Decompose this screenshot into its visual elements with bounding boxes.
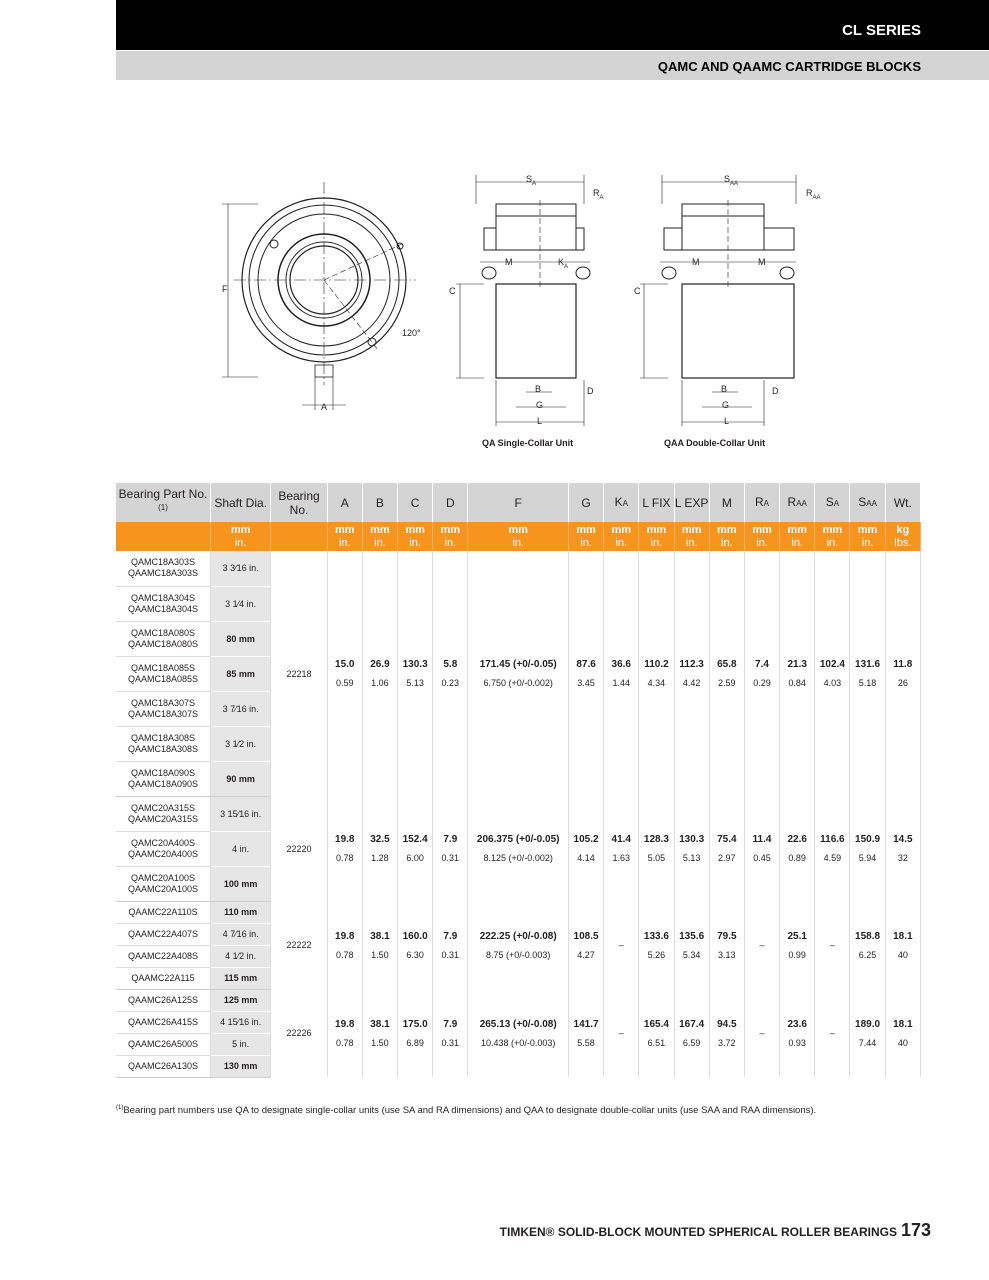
dimension-cell: 18.1 40 [885,901,920,989]
double-m2-label: M [758,257,766,267]
dimension-cell: 105.2 4.14 [568,796,603,901]
shaft-dia-cell: 3 15⁄16 in. [211,796,271,831]
single-r-label: $R_A$ [593,188,604,201]
shaft-dia-cell: 3 1⁄2 in. [211,726,271,761]
shaft-dia-cell: 80 mm [211,621,271,656]
dimension-cell: – [604,989,639,1077]
col-g: G [568,483,603,522]
col-f: F [468,483,569,522]
single-b-label: B [535,384,542,394]
unit-cell: mm in. [327,522,362,551]
dimension-cell: 158.8 6.25 [850,901,885,989]
unit-cell: mm in. [362,522,397,551]
dimension-cell: 36.6 1.44 [604,551,639,796]
shaft-dia-cell: 100 mm [211,866,271,901]
dimension-cell: – [815,989,850,1077]
dimension-cell: 5.8 0.23 [433,551,468,796]
dimension-cell: 75.4 2.97 [709,796,744,901]
shaft-dia-cell: 3 3⁄16 in. [211,551,271,586]
col-raa: RAA [780,483,815,522]
col-a: A [327,483,362,522]
col-m: M [709,483,744,522]
part-number-cell: QAAMC22A407S [116,923,211,945]
shaft-dia-cell: 115 mm [211,967,271,989]
dimension-cell: 41.4 1.63 [604,796,639,901]
unit-cell: mm in. [744,522,779,551]
section-header-bar [116,51,989,80]
footer-title: TIMKEN® SOLID-BLOCK MOUNTED SPHERICAL ROLLER BEARINGS [499,1225,897,1239]
unit-cell: mm in. [639,522,674,551]
dimension-cell: 112.3 4.42 [674,551,709,796]
shaft-dia-cell: 90 mm [211,761,271,796]
page-footer [500,1220,931,1241]
shaft-dia-cell: 110 mm [211,901,271,923]
dimension-cell: 15.0 0.59 [327,551,362,796]
dimension-cell: 133.6 5.26 [639,901,674,989]
part-number-cell: QAMC18A303S QAAMC18A303S [116,551,211,586]
unit-cell: mm in. [211,522,271,551]
double-b-label: B [721,384,728,394]
units-row [116,522,921,551]
spec-table [116,483,921,1078]
shaft-dia-cell: 85 mm [211,656,271,691]
part-number-cell: QAMC18A307S QAAMC18A307S [116,691,211,726]
unit-cell [271,522,327,551]
col-d: D [433,483,468,522]
dimension-cell: 94.5 3.72 [709,989,744,1077]
unit-cell: mm in. [468,522,569,551]
dimension-cell: 165.4 6.51 [639,989,674,1077]
single-g-label: G [536,400,544,410]
dimension-cell: 19.8 0.78 [327,901,362,989]
dimension-cell: 7.9 0.31 [433,796,468,901]
part-number-cell: QAMC18A304S QAAMC18A304S [116,586,211,621]
col-lfix: L FIX [639,483,674,522]
dimension-cell: 26.9 1.06 [362,551,397,796]
col-bearing: Bearing No. [271,483,327,522]
dimension-cell: 7.9 0.31 [433,901,468,989]
dimension-cell: 14.5 32 [885,796,920,901]
unit-cell: mm in. [780,522,815,551]
dimension-cell: 152.4 6.00 [398,796,433,901]
dimension-cell: – [744,901,779,989]
dimension-cell: 32.5 1.28 [362,796,397,901]
single-k-label: $K_A$ [558,257,569,270]
single-d-label: D [587,386,594,396]
shaft-dia-cell: 4 7⁄16 in. [211,923,271,945]
dimension-cell: 79.5 3.13 [709,901,744,989]
double-m-label: M [692,257,700,267]
table-row [116,551,921,586]
drawings-svg [0,160,989,460]
dimension-cell: 38.1 1.50 [362,901,397,989]
unit-cell: kg lbs. [885,522,920,551]
series-title: CL SERIES [842,22,921,39]
double-s-label: $S_{AA}$ [724,174,739,187]
col-c: C [398,483,433,522]
unit-cell: mm in. [433,522,468,551]
technical-drawings [0,160,989,460]
part-number-cell: QAAMC26A500S [116,1033,211,1055]
dimension-cell: 23.6 0.93 [780,989,815,1077]
col-saa: SAA [850,483,885,522]
dimension-cell: 65.8 2.59 [709,551,744,796]
double-c-label: C [634,286,641,296]
dimension-cell: 130.3 5.13 [398,551,433,796]
dimension-cell: 167.4 6.59 [674,989,709,1077]
dimension-cell: 11.8 26 [885,551,920,796]
part-number-cell: QAMC18A090S QAAMC18A090S [116,761,211,796]
dimension-cell: 108.5 4.27 [568,901,603,989]
dimension-cell: 141.7 5.58 [568,989,603,1077]
col-s: SA [815,483,850,522]
unit-cell: mm in. [709,522,744,551]
part-number-cell: QAMC20A100S QAAMC20A100S [116,866,211,901]
dimension-cell: 189.0 7.44 [850,989,885,1077]
bearing-number-cell: 22222 [271,901,327,989]
table-row [116,901,921,923]
shaft-dia-cell: 4 1⁄2 in. [211,945,271,967]
dimension-cell: 130.3 5.13 [674,796,709,901]
part-number-cell: QAAMC22A115 [116,967,211,989]
dimension-cell: 18.1 40 [885,989,920,1077]
double-l-label: L [724,416,730,426]
single-collar-drawing [456,175,590,426]
shaft-dia-cell: 5 in. [211,1033,271,1055]
table-row [116,796,921,831]
footnote: $^{(1)}$Bearing part numbers use QA to designate single-collar units (use SA and RA dimensions) and QAA to designate double-collar units (use SAA and RAA dimensions). [116,1105,817,1117]
unit-cell [116,522,211,551]
col-r: RA [744,483,779,522]
single-c-label: C [449,286,456,296]
part-number-cell: QAAMC26A130S [116,1055,211,1077]
col-shaft: Shaft Dia. [211,483,271,522]
dimension-cell: 131.6 5.18 [850,551,885,796]
front-angle-label: 120° [402,328,421,338]
double-r-label: $R_{AA}$ [806,188,821,201]
dimension-cell: 19.8 0.78 [327,989,362,1077]
part-number-cell: QAMC18A308S QAAMC18A308S [116,726,211,761]
dimension-cell: 38.1 1.50 [362,989,397,1077]
single-m-label: M [505,257,513,267]
bearing-number-cell: 22226 [271,989,327,1077]
unit-cell: mm in. [815,522,850,551]
front-view-drawing [222,182,416,410]
part-number-cell: QAMC18A080S QAAMC18A080S [116,621,211,656]
dimension-cell: 150.9 5.94 [850,796,885,901]
unit-cell: mm in. [674,522,709,551]
dimension-cell: 116.6 4.59 [815,796,850,901]
dimension-cell: 265.13 (+0/-0.08) 10.438 (+0/-0.003) [468,989,569,1077]
dimension-cell: 206.375 (+0/-0.05) 8.125 (+0/-0.002) [468,796,569,901]
front-a-label: A [321,402,328,412]
col-lexp: L EXP [674,483,709,522]
front-f-label: F [222,284,228,294]
section-title: QAMC AND QAAMC CARTRIDGE BLOCKS [657,59,921,74]
unit-cell: mm in. [568,522,603,551]
part-number-cell: QAAMC22A110S [116,901,211,923]
part-number-cell: QAAMC26A125S [116,989,211,1011]
dimension-cell: 87.6 3.45 [568,551,603,796]
shaft-dia-cell: 130 mm [211,1055,271,1077]
part-number-cell: QAAMC22A408S [116,945,211,967]
single-collar-caption: QA Single-Collar Unit [482,438,574,448]
dimension-cell: 22.6 0.89 [780,796,815,901]
dimension-cell: – [604,901,639,989]
dimension-cell: – [744,989,779,1077]
shaft-dia-cell: 3 1⁄4 in. [211,586,271,621]
dimension-cell: 160.0 6.30 [398,901,433,989]
dimension-cell: 7.9 0.31 [433,989,468,1077]
single-s-label: $S_A$ [526,174,537,187]
dimension-cell: – [815,901,850,989]
part-number-cell: QAMC20A400S QAAMC20A400S [116,831,211,866]
double-g-label: G [722,400,730,410]
col-k: KA [604,483,639,522]
spec-body [116,551,921,1077]
dimension-cell: 102.4 4.03 [815,551,850,796]
part-number-cell: QAAMC26A415S [116,1011,211,1033]
table-row [116,989,921,1011]
single-l-label: L [537,416,543,426]
part-number-cell: QAMC18A085S QAAMC18A085S [116,656,211,691]
bearing-number-cell: 22218 [271,551,327,796]
dimension-cell: 175.0 6.89 [398,989,433,1077]
col-wt: Wt. [885,483,920,522]
unit-cell: mm in. [850,522,885,551]
dimension-cell: 7.4 0.29 [744,551,779,796]
dimension-cell: 19.8 0.78 [327,796,362,901]
dimension-cell: 135.6 5.34 [674,901,709,989]
col-part: Bearing Part No.$^{(1)}$ [116,483,211,522]
shaft-dia-cell: 4 in. [211,831,271,866]
unit-cell: mm in. [398,522,433,551]
col-b: B [362,483,397,522]
bearing-number-cell: 22220 [271,796,327,901]
double-d-label: D [772,386,779,396]
dimension-cell: 11.4 0.45 [744,796,779,901]
page-number: 173 [900,1220,931,1240]
dimension-cell: 222.25 (+0/-0.08) 8.75 (+0/-0.003) [468,901,569,989]
dimension-cell: 25.1 0.99 [780,901,815,989]
part-number-cell: QAMC20A315S QAAMC20A315S [116,796,211,831]
shaft-dia-cell: 3 7⁄16 in. [211,691,271,726]
shaft-dia-cell: 4 15⁄16 in. [211,1011,271,1033]
dimension-cell: 128.3 5.05 [639,796,674,901]
double-collar-caption: QAA Double-Collar Unit [664,438,766,448]
unit-cell: mm in. [604,522,639,551]
dimension-cell: 21.3 0.84 [780,551,815,796]
shaft-dia-cell: 125 mm [211,989,271,1011]
series-header-bar [116,0,989,50]
dimension-cell: 110.2 4.34 [639,551,674,796]
header-row [116,483,921,522]
dimension-cell: 171.45 (+0/-0.05) 6.750 (+0/-0.002) [468,551,569,796]
